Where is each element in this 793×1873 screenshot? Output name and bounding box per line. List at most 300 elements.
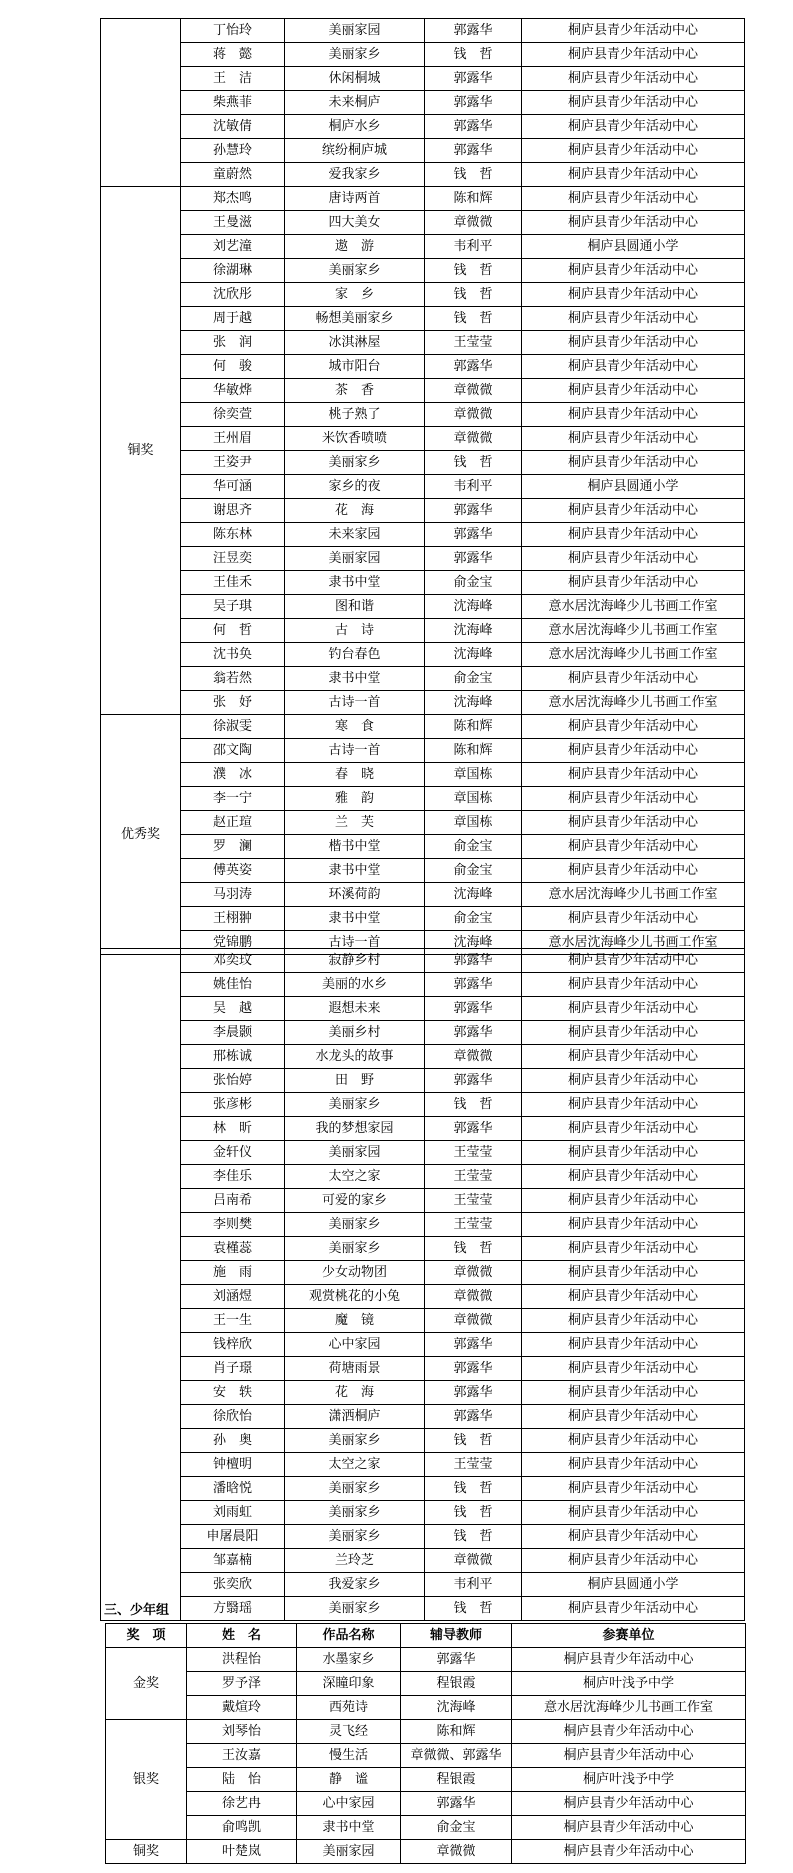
teacher-cell: 陈和辉 [425, 715, 522, 739]
table-row [101, 139, 745, 163]
unit-cell: 意水居沈海峰少儿书画工作室 [522, 691, 745, 715]
unit-cell: 桐庐县青少年活动中心 [522, 67, 745, 91]
unit-cell: 桐庐县青少年活动中心 [522, 1141, 745, 1165]
name-cell: 邢栋诚 [181, 1045, 285, 1069]
teacher-cell: 章微微、郭露华 [401, 1744, 512, 1768]
teacher-cell: 郭露华 [425, 1381, 522, 1405]
name-cell: 方翳瑶 [181, 1597, 285, 1621]
work-cell: 茶 香 [285, 379, 425, 403]
unit-cell: 桐庐县青少年活动中心 [522, 907, 745, 931]
work-cell: 美丽家乡 [285, 1597, 425, 1621]
table-row [101, 1597, 745, 1621]
unit-cell: 桐庐县青少年活动中心 [522, 1405, 745, 1429]
unit-cell: 桐庐县青少年活动中心 [522, 1525, 745, 1549]
teacher-cell: 郭露华 [425, 91, 522, 115]
teacher-cell: 郭露华 [425, 547, 522, 571]
unit-cell: 桐庐县青少年活动中心 [522, 19, 745, 43]
teacher-cell: 郭露华 [425, 523, 522, 547]
unit-cell: 桐庐县青少年活动中心 [522, 1093, 745, 1117]
table-row [101, 1333, 745, 1357]
name-cell: 王姿尹 [181, 451, 285, 475]
work-cell: 美丽家园 [285, 547, 425, 571]
unit-cell: 桐庐县圆通小学 [522, 475, 745, 499]
work-cell: 观赏桃花的小兔 [285, 1285, 425, 1309]
work-cell: 可爱的家乡 [285, 1189, 425, 1213]
name-cell: 王一生 [181, 1309, 285, 1333]
unit-cell: 桐庐县青少年活动中心 [522, 835, 745, 859]
name-cell: 傅英姿 [181, 859, 285, 883]
unit-cell: 桐庐县青少年活动中心 [522, 211, 745, 235]
name-cell: 刘琴怡 [187, 1720, 297, 1744]
teacher-cell: 钱 哲 [425, 1093, 522, 1117]
work-cell: 隶书中堂 [285, 571, 425, 595]
name-cell: 郑杰鸣 [181, 187, 285, 211]
table-row [101, 91, 745, 115]
work-cell: 心中家园 [297, 1792, 401, 1816]
work-cell: 冰淇淋屋 [285, 331, 425, 355]
name-cell: 徐湖琳 [181, 259, 285, 283]
header-unit: 参赛单位 [512, 1624, 746, 1648]
teacher-cell: 章微微 [401, 1840, 512, 1864]
work-cell: 楷书中堂 [285, 835, 425, 859]
name-cell: 邹嘉楠 [181, 1549, 285, 1573]
work-cell: 心中家园 [285, 1333, 425, 1357]
unit-cell: 桐庐县青少年活动中心 [522, 499, 745, 523]
unit-cell: 桐庐叶浅予中学 [512, 1672, 746, 1696]
work-cell: 遨 游 [285, 235, 425, 259]
work-cell: 太空之家 [285, 1453, 425, 1477]
award-cell: 金奖 [106, 1648, 187, 1720]
unit-cell: 桐庐县青少年活动中心 [522, 1261, 745, 1285]
table-row [101, 1141, 745, 1165]
name-cell: 何 哲 [181, 619, 285, 643]
teacher-cell: 韦利平 [425, 475, 522, 499]
unit-cell: 桐庐县青少年活动中心 [522, 451, 745, 475]
unit-cell: 桐庐县圆通小学 [522, 1573, 745, 1597]
work-cell: 古诗一首 [285, 691, 425, 715]
unit-cell: 桐庐县青少年活动中心 [522, 1381, 745, 1405]
award-cell [101, 19, 181, 187]
work-cell: 美丽家乡 [285, 1429, 425, 1453]
table-row [101, 1309, 745, 1333]
teacher-cell: 钱 哲 [425, 259, 522, 283]
work-cell: 田 野 [285, 1069, 425, 1093]
name-cell: 徐欣怡 [181, 1405, 285, 1429]
work-cell: 隶书中堂 [297, 1816, 401, 1840]
teacher-cell: 程银霞 [401, 1768, 512, 1792]
table-row [101, 763, 745, 787]
work-cell: 兰 芙 [285, 811, 425, 835]
work-cell: 少女动物团 [285, 1261, 425, 1285]
name-cell: 钟檀明 [181, 1453, 285, 1477]
unit-cell: 桐庐县青少年活动中心 [522, 1501, 745, 1525]
award-cell: 银奖 [106, 1720, 187, 1840]
unit-cell: 桐庐县青少年活动中心 [522, 1453, 745, 1477]
name-cell: 王汝嘉 [187, 1744, 297, 1768]
unit-cell: 桐庐县青少年活动中心 [522, 859, 745, 883]
work-cell: 雅 韵 [285, 787, 425, 811]
unit-cell: 意水居沈海峰少儿书画工作室 [522, 931, 745, 955]
teacher-cell: 俞金宝 [425, 571, 522, 595]
teacher-cell: 郭露华 [425, 1357, 522, 1381]
unit-cell: 桐庐县青少年活动中心 [522, 1357, 745, 1381]
work-cell: 水龙头的故事 [285, 1045, 425, 1069]
teacher-cell: 郭露华 [425, 139, 522, 163]
work-cell: 桃子熟了 [285, 403, 425, 427]
award-cell: 铜奖 [106, 1840, 187, 1864]
table-row [101, 283, 745, 307]
work-cell: 美丽家乡 [285, 1525, 425, 1549]
work-cell: 潇洒桐庐 [285, 1405, 425, 1429]
teacher-cell: 郭露华 [425, 1333, 522, 1357]
work-cell: 家 乡 [285, 283, 425, 307]
table-row [101, 547, 745, 571]
unit-cell: 意水居沈海峰少儿书画工作室 [522, 595, 745, 619]
table-row [106, 1792, 746, 1816]
table-row [101, 19, 745, 43]
name-cell: 徐奕萱 [181, 403, 285, 427]
work-cell: 水墨家乡 [297, 1648, 401, 1672]
unit-cell: 桐庐县青少年活动中心 [522, 739, 745, 763]
unit-cell: 意水居沈海峰少儿书画工作室 [512, 1696, 746, 1720]
teacher-cell: 韦利平 [425, 235, 522, 259]
table-row [101, 1213, 745, 1237]
table-row [101, 1045, 745, 1069]
teacher-cell: 钱 哲 [425, 451, 522, 475]
work-cell: 美丽家乡 [285, 1501, 425, 1525]
table-row [106, 1672, 746, 1696]
work-cell: 美丽家乡 [285, 1093, 425, 1117]
table-row [101, 1429, 745, 1453]
unit-cell: 桐庐县青少年活动中心 [522, 1237, 745, 1261]
teacher-cell: 章国栋 [425, 787, 522, 811]
work-cell: 美丽家乡 [285, 43, 425, 67]
teacher-cell: 钱 哲 [425, 1429, 522, 1453]
work-cell: 爱我家乡 [285, 163, 425, 187]
work-cell: 隶书中堂 [285, 907, 425, 931]
name-cell: 华可涵 [181, 475, 285, 499]
work-cell: 古诗一首 [285, 931, 425, 955]
work-cell: 美丽家乡 [285, 1213, 425, 1237]
unit-cell: 桐庐县圆通小学 [522, 235, 745, 259]
table-row [101, 307, 745, 331]
work-cell: 米饮香喷喷 [285, 427, 425, 451]
table-row [101, 331, 745, 355]
table-row [101, 1165, 745, 1189]
work-cell: 美丽家园 [285, 19, 425, 43]
table-row [101, 997, 745, 1021]
name-cell: 李佳乐 [181, 1165, 285, 1189]
work-cell: 慢生活 [297, 1744, 401, 1768]
table-row [101, 451, 745, 475]
teacher-cell: 郭露华 [401, 1792, 512, 1816]
teacher-cell: 钱 哲 [425, 43, 522, 67]
name-cell: 赵正瑄 [181, 811, 285, 835]
table-row [101, 1501, 745, 1525]
teacher-cell: 钱 哲 [425, 163, 522, 187]
name-cell: 孙慧玲 [181, 139, 285, 163]
unit-cell: 桐庐县青少年活动中心 [522, 1069, 745, 1093]
teacher-cell: 沈海峰 [401, 1696, 512, 1720]
teacher-cell: 程银霞 [401, 1672, 512, 1696]
work-cell: 春 晓 [285, 763, 425, 787]
table-row [101, 1525, 745, 1549]
unit-cell: 意水居沈海峰少儿书画工作室 [522, 619, 745, 643]
table-row [101, 1405, 745, 1429]
name-cell: 俞鸣凯 [187, 1816, 297, 1840]
unit-cell: 桐庐县青少年活动中心 [522, 763, 745, 787]
unit-cell: 桐庐县青少年活动中心 [522, 1597, 745, 1621]
work-cell: 魔 镜 [285, 1309, 425, 1333]
name-cell: 邵文陶 [181, 739, 285, 763]
teacher-cell: 章国栋 [425, 763, 522, 787]
header-teacher: 辅导教师 [401, 1624, 512, 1648]
table-row [101, 427, 745, 451]
unit-cell: 桐庐县青少年活动中心 [522, 163, 745, 187]
name-cell: 汪昱奕 [181, 547, 285, 571]
unit-cell: 桐庐县青少年活动中心 [522, 1189, 745, 1213]
table-row [101, 1069, 745, 1093]
unit-cell: 桐庐县青少年活动中心 [512, 1720, 746, 1744]
youth-award-table [105, 1623, 746, 1864]
work-cell: 未来桐庐 [285, 91, 425, 115]
teacher-cell: 俞金宝 [401, 1816, 512, 1840]
name-cell: 叶楚岚 [187, 1840, 297, 1864]
unit-cell: 桐庐县青少年活动中心 [522, 1165, 745, 1189]
table-row [106, 1744, 746, 1768]
name-cell: 沈敏倩 [181, 115, 285, 139]
name-cell: 袁槿蕊 [181, 1237, 285, 1261]
name-cell: 沈书奂 [181, 643, 285, 667]
teacher-cell: 陈和辉 [401, 1720, 512, 1744]
table-row [101, 355, 745, 379]
unit-cell: 桐庐县青少年活动中心 [512, 1840, 746, 1864]
unit-cell: 桐庐县青少年活动中心 [522, 307, 745, 331]
table-row [101, 1261, 745, 1285]
teacher-cell: 俞金宝 [425, 667, 522, 691]
table-row [106, 1720, 746, 1744]
name-cell: 翁若然 [181, 667, 285, 691]
table-row [101, 643, 745, 667]
teacher-cell: 郭露华 [425, 949, 522, 973]
unit-cell: 桐庐县青少年活动中心 [522, 43, 745, 67]
work-cell: 图和谐 [285, 595, 425, 619]
name-cell: 潘晗悦 [181, 1477, 285, 1501]
table-row [101, 1237, 745, 1261]
teacher-cell: 钱 哲 [425, 1597, 522, 1621]
name-cell: 姚佳怡 [181, 973, 285, 997]
table-row [101, 1381, 745, 1405]
name-cell: 濮 冰 [181, 763, 285, 787]
unit-cell: 桐庐县青少年活动中心 [522, 115, 745, 139]
teacher-cell: 韦利平 [425, 1573, 522, 1597]
teacher-cell: 郭露华 [425, 355, 522, 379]
teacher-cell: 沈海峰 [425, 643, 522, 667]
work-cell: 美丽的水乡 [285, 973, 425, 997]
name-cell: 徐艺冉 [187, 1792, 297, 1816]
table-row [101, 475, 745, 499]
teacher-cell: 沈海峰 [425, 691, 522, 715]
work-cell: 我的梦想家园 [285, 1117, 425, 1141]
unit-cell: 桐庐县青少年活动中心 [522, 1117, 745, 1141]
work-cell: 畅想美丽家乡 [285, 307, 425, 331]
table-row [101, 403, 745, 427]
name-cell: 罗 澜 [181, 835, 285, 859]
table-row [106, 1696, 746, 1720]
teacher-cell: 章微微 [425, 1309, 522, 1333]
unit-cell: 桐庐县青少年活动中心 [522, 427, 745, 451]
teacher-cell: 俞金宝 [425, 835, 522, 859]
work-cell: 兰玲芝 [285, 1549, 425, 1573]
teacher-cell: 王莹莹 [425, 1189, 522, 1213]
unit-cell: 桐庐县青少年活动中心 [522, 997, 745, 1021]
name-cell: 沈欣彤 [181, 283, 285, 307]
unit-cell: 桐庐县青少年活动中心 [522, 667, 745, 691]
name-cell: 王佳禾 [181, 571, 285, 595]
table-row [101, 1093, 745, 1117]
table-row [101, 949, 745, 973]
table-row [101, 883, 745, 907]
work-cell: 荷塘雨景 [285, 1357, 425, 1381]
teacher-cell: 郭露华 [401, 1648, 512, 1672]
name-cell: 华敏烨 [181, 379, 285, 403]
name-cell: 王 洁 [181, 67, 285, 91]
teacher-cell: 章微微 [425, 1045, 522, 1069]
work-cell: 未来家园 [285, 523, 425, 547]
name-cell: 丁怡玲 [181, 19, 285, 43]
unit-cell: 桐庐县青少年活动中心 [512, 1816, 746, 1840]
unit-cell: 桐庐县青少年活动中心 [522, 787, 745, 811]
table-row [101, 739, 745, 763]
teacher-cell: 郭露华 [425, 973, 522, 997]
teacher-cell: 沈海峰 [425, 619, 522, 643]
table-row [101, 691, 745, 715]
name-cell: 申屠晨阳 [181, 1525, 285, 1549]
teacher-cell: 郭露华 [425, 19, 522, 43]
work-cell: 美丽家乡 [285, 1237, 425, 1261]
name-cell: 李则樊 [181, 1213, 285, 1237]
teacher-cell: 陈和辉 [425, 187, 522, 211]
name-cell: 邓奕玟 [181, 949, 285, 973]
name-cell: 罗予泽 [187, 1672, 297, 1696]
name-cell: 张彦彬 [181, 1093, 285, 1117]
unit-cell: 桐庐县青少年活动中心 [522, 1333, 745, 1357]
table-row [101, 115, 745, 139]
award-cell [101, 949, 181, 1621]
teacher-cell: 郭露华 [425, 1405, 522, 1429]
name-cell: 党锦鹏 [181, 931, 285, 955]
name-cell: 周于越 [181, 307, 285, 331]
name-cell: 王州眉 [181, 427, 285, 451]
name-cell: 陆 怡 [187, 1768, 297, 1792]
header-work: 作品名称 [297, 1624, 401, 1648]
teacher-cell: 王莹莹 [425, 1453, 522, 1477]
work-cell: 古诗一首 [285, 739, 425, 763]
table-row [101, 259, 745, 283]
name-cell: 洪程怡 [187, 1648, 297, 1672]
unit-cell: 桐庐县青少年活动中心 [522, 523, 745, 547]
unit-cell: 桐庐县青少年活动中心 [522, 283, 745, 307]
table-row [101, 379, 745, 403]
work-cell: 家乡的夜 [285, 475, 425, 499]
name-cell: 张 润 [181, 331, 285, 355]
teacher-cell: 郭露华 [425, 499, 522, 523]
table-row [101, 619, 745, 643]
table-row [101, 67, 745, 91]
work-cell: 灵飞经 [297, 1720, 401, 1744]
name-cell: 刘雨虹 [181, 1501, 285, 1525]
unit-cell: 桐庐县青少年活动中心 [522, 259, 745, 283]
teacher-cell: 郭露华 [425, 1069, 522, 1093]
work-cell: 休闲桐城 [285, 67, 425, 91]
table-row [101, 667, 745, 691]
teacher-cell: 俞金宝 [425, 859, 522, 883]
name-cell: 谢思齐 [181, 499, 285, 523]
teacher-cell: 钱 哲 [425, 1237, 522, 1261]
unit-cell: 桐庐县青少年活动中心 [522, 91, 745, 115]
name-cell: 张怡婷 [181, 1069, 285, 1093]
work-cell: 隶书中堂 [285, 667, 425, 691]
section-title-youth: 三、少年组 [104, 1603, 170, 1618]
unit-cell: 桐庐县青少年活动中心 [522, 1285, 745, 1309]
award-table-continued [100, 18, 745, 955]
header-award: 奖 项 [106, 1624, 187, 1648]
unit-cell: 桐庐县青少年活动中心 [522, 403, 745, 427]
unit-cell: 桐庐县青少年活动中心 [522, 811, 745, 835]
work-cell: 深瞳印象 [297, 1672, 401, 1696]
name-cell: 徐淑雯 [181, 715, 285, 739]
teacher-cell: 郭露华 [425, 997, 522, 1021]
work-cell: 静 谧 [297, 1768, 401, 1792]
unit-cell: 桐庐县青少年活动中心 [522, 1309, 745, 1333]
name-cell: 安 轶 [181, 1381, 285, 1405]
work-cell: 美丽家园 [285, 1141, 425, 1165]
teacher-cell: 郭露华 [425, 1117, 522, 1141]
work-cell: 美丽家乡 [285, 451, 425, 475]
name-cell: 李一宁 [181, 787, 285, 811]
award-cell: 铜奖 [101, 187, 181, 715]
teacher-cell: 郭露华 [425, 115, 522, 139]
table-row [101, 1453, 745, 1477]
work-cell: 钓台春色 [285, 643, 425, 667]
table-row [101, 1285, 745, 1309]
table-row [101, 1189, 745, 1213]
unit-cell: 桐庐县青少年活动中心 [512, 1744, 746, 1768]
name-cell: 柴燕菲 [181, 91, 285, 115]
table-row [106, 1840, 746, 1864]
table-row [101, 211, 745, 235]
table-row [101, 595, 745, 619]
table-row [101, 187, 745, 211]
name-cell: 张奕欣 [181, 1573, 285, 1597]
table-row [101, 907, 745, 931]
table-row [101, 811, 745, 835]
teacher-cell: 章微微 [425, 211, 522, 235]
table-row [106, 1648, 746, 1672]
unit-cell: 桐庐县青少年活动中心 [522, 949, 745, 973]
teacher-cell: 章微微 [425, 1549, 522, 1573]
unit-cell: 桐庐县青少年活动中心 [522, 715, 745, 739]
table-row [101, 1117, 745, 1141]
teacher-cell: 郭露华 [425, 67, 522, 91]
name-cell: 刘艺潼 [181, 235, 285, 259]
name-cell: 施 雨 [181, 1261, 285, 1285]
work-cell: 美丽家园 [297, 1840, 401, 1864]
work-cell: 花 海 [285, 499, 425, 523]
teacher-cell: 章微微 [425, 1261, 522, 1285]
table-row [101, 1573, 745, 1597]
unit-cell: 桐庐县青少年活动中心 [522, 1213, 745, 1237]
